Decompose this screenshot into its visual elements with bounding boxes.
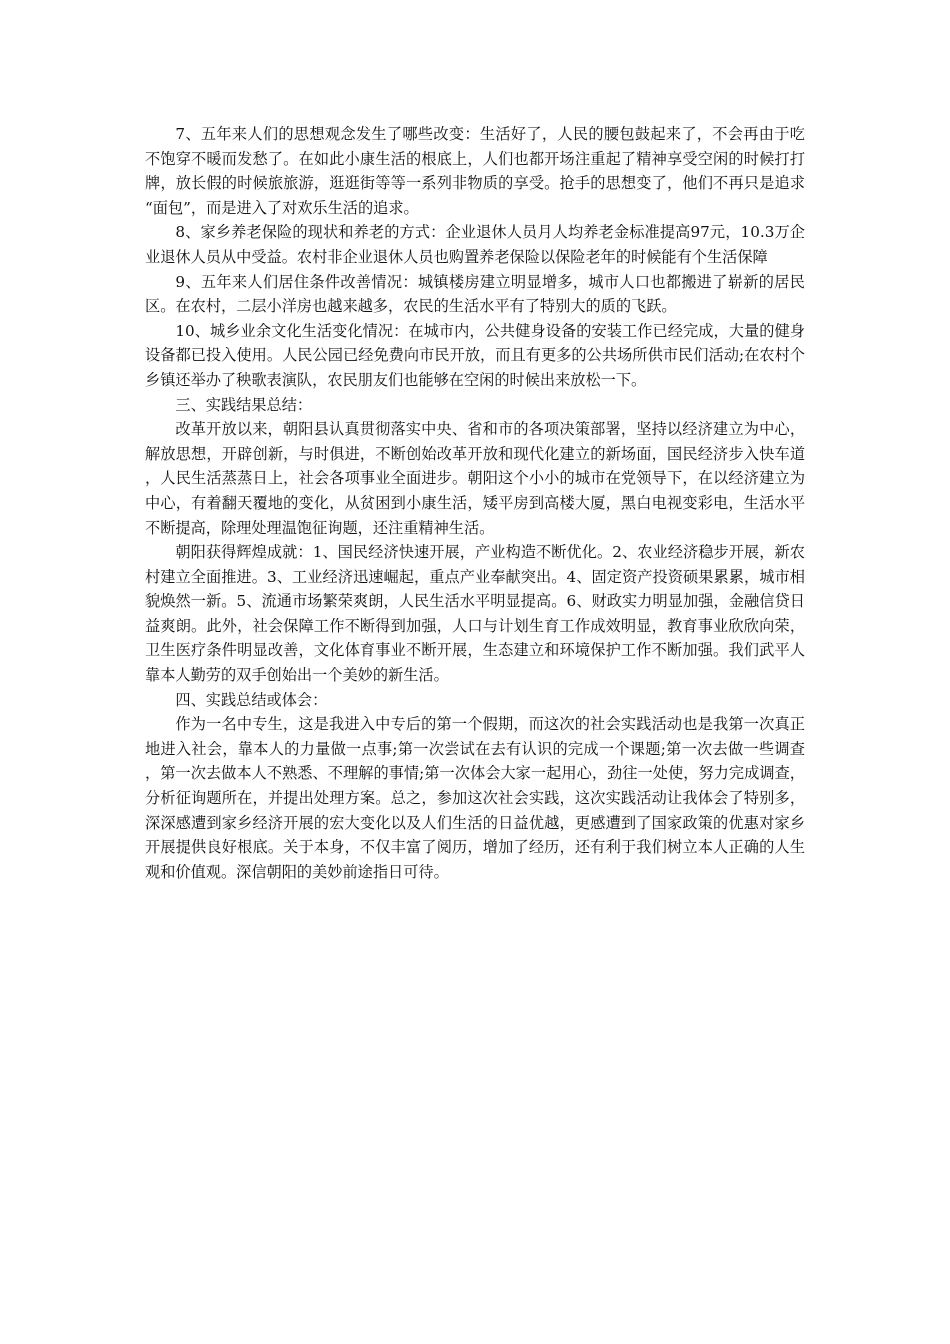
document-page xyxy=(145,122,805,884)
paragraph-item-9: 9、五年来人们居住条件改善情况：城镇楼房建立明显增多，城市人口也都搬进了崭新的居民区。在农村，二层小洋房也越来越多，农民的生活水平有了特别大的质的飞跃。 xyxy=(145,272,805,316)
section-heading-4: 四、实践总结或体会： xyxy=(175,690,328,709)
reflection-paragraph: 作为一名中专生，这是我进入中专后的第一个假期，而这次的社会实践活动也是我第一次真正地进入社会，靠本人的力量做一点事;第一次尝试在去有认识的完成一个课题;第一次去做一些调查，第一次去做本人不熟悉、不理解的事情;第一次体会大家一起用心，劲往一处使，努力完成调查，分析征询题所在，并提出处理方案。总之，参加这次社会实践，这次实践活动让我体会了特别多，深深感遭到家乡经济开展的宏大变化以及人们生活的日益优越，更感遭到了国家政策的优惠对家乡开展提供良好根底。关于本身，不仅丰富了阅历，增加了经历，还有利于我们树立本人正确的人生观和价值观。深信朝阳的美妙前途指日可待。 xyxy=(145,715,805,881)
paragraph-item-7: 7、五年来人们的思想观念发生了哪些改变：生活好了，人民的腰包鼓起来了，不会再由于吃不饱穿不暖而发愁了。在如此小康生活的根底上，人们也都开场注重起了精神享受空闲的时候打打牌，放长假的时候旅旅游，逛逛街等等一系列非物质的享受。抢手的思想变了，他们不再只是追求“面包”，而是进入了对欢乐生活的追求。 xyxy=(145,125,805,217)
section-heading-3: 三、实践结果总结： xyxy=(175,395,313,414)
paragraph-item-8: 8、家乡养老保险的现状和养老的方式：企业退休人员月人均养老金标准提高97元，10.3万企业退休人员从中受益。农村非企业退休人员也购置养老保险以保险老年的时候能有个生活保障 xyxy=(145,223,805,266)
paragraph-item-10: 10、城乡业余文化生活变化情况：在城市内，公共健身设备的安装工作已经完成，大量的健身设备都已投入使用。人民公园已经免费向市民开放，而且有更多的公共场所供市民们活动;在农村个乡镇还举办了秧歌表演队，农民朋友们也能够在空闲的时候出来放松一下。 xyxy=(145,321,805,389)
summary-paragraph-1: 改革开放以来，朝阳县认真贯彻落实中央、省和市的各项决策部署，坚持以经济建立为中心，解放思想，开辟创新，与时俱进，不断创始改革开放和现代化建立的新场面，国民经济步入快车道，人民生活蒸蒸日上，社会各项事业全面进步。朝阳这个小小的城市在党领导下，在以经济建立为中心，有着翻天覆地的变化，从贫困到小康生活，矮平房到高楼大厦，黑白电视变彩电，生活水平不断提高，除理处理温饱征询题，还注重精神生活。 xyxy=(145,420,805,537)
summary-paragraph-2: 朝阳获得辉煌成就：1、国民经济快速开展，产业构造不断优化。2、农业经济稳步开展，新农村建立全面推进。3、工业经济迅速崛起，重点产业奉献突出。4、固定资产投资硕果累累，城市相貌焕然一新。5、流通市场繁荣爽朗，人民生活水平明显提高。6、财政实力明显加强，金融信贷日益爽朗。此外，社会保障工作不断得到加强，人口与计划生育工作成效明显，教育事业欣欣向荣，卫生医疗条件明显改善，文化体育事业不断开展，生态建立和环境保护工作不断加强。我们武平人靠本人勤劳的双手创始出一个美妙的新生活。 xyxy=(145,543,805,685)
